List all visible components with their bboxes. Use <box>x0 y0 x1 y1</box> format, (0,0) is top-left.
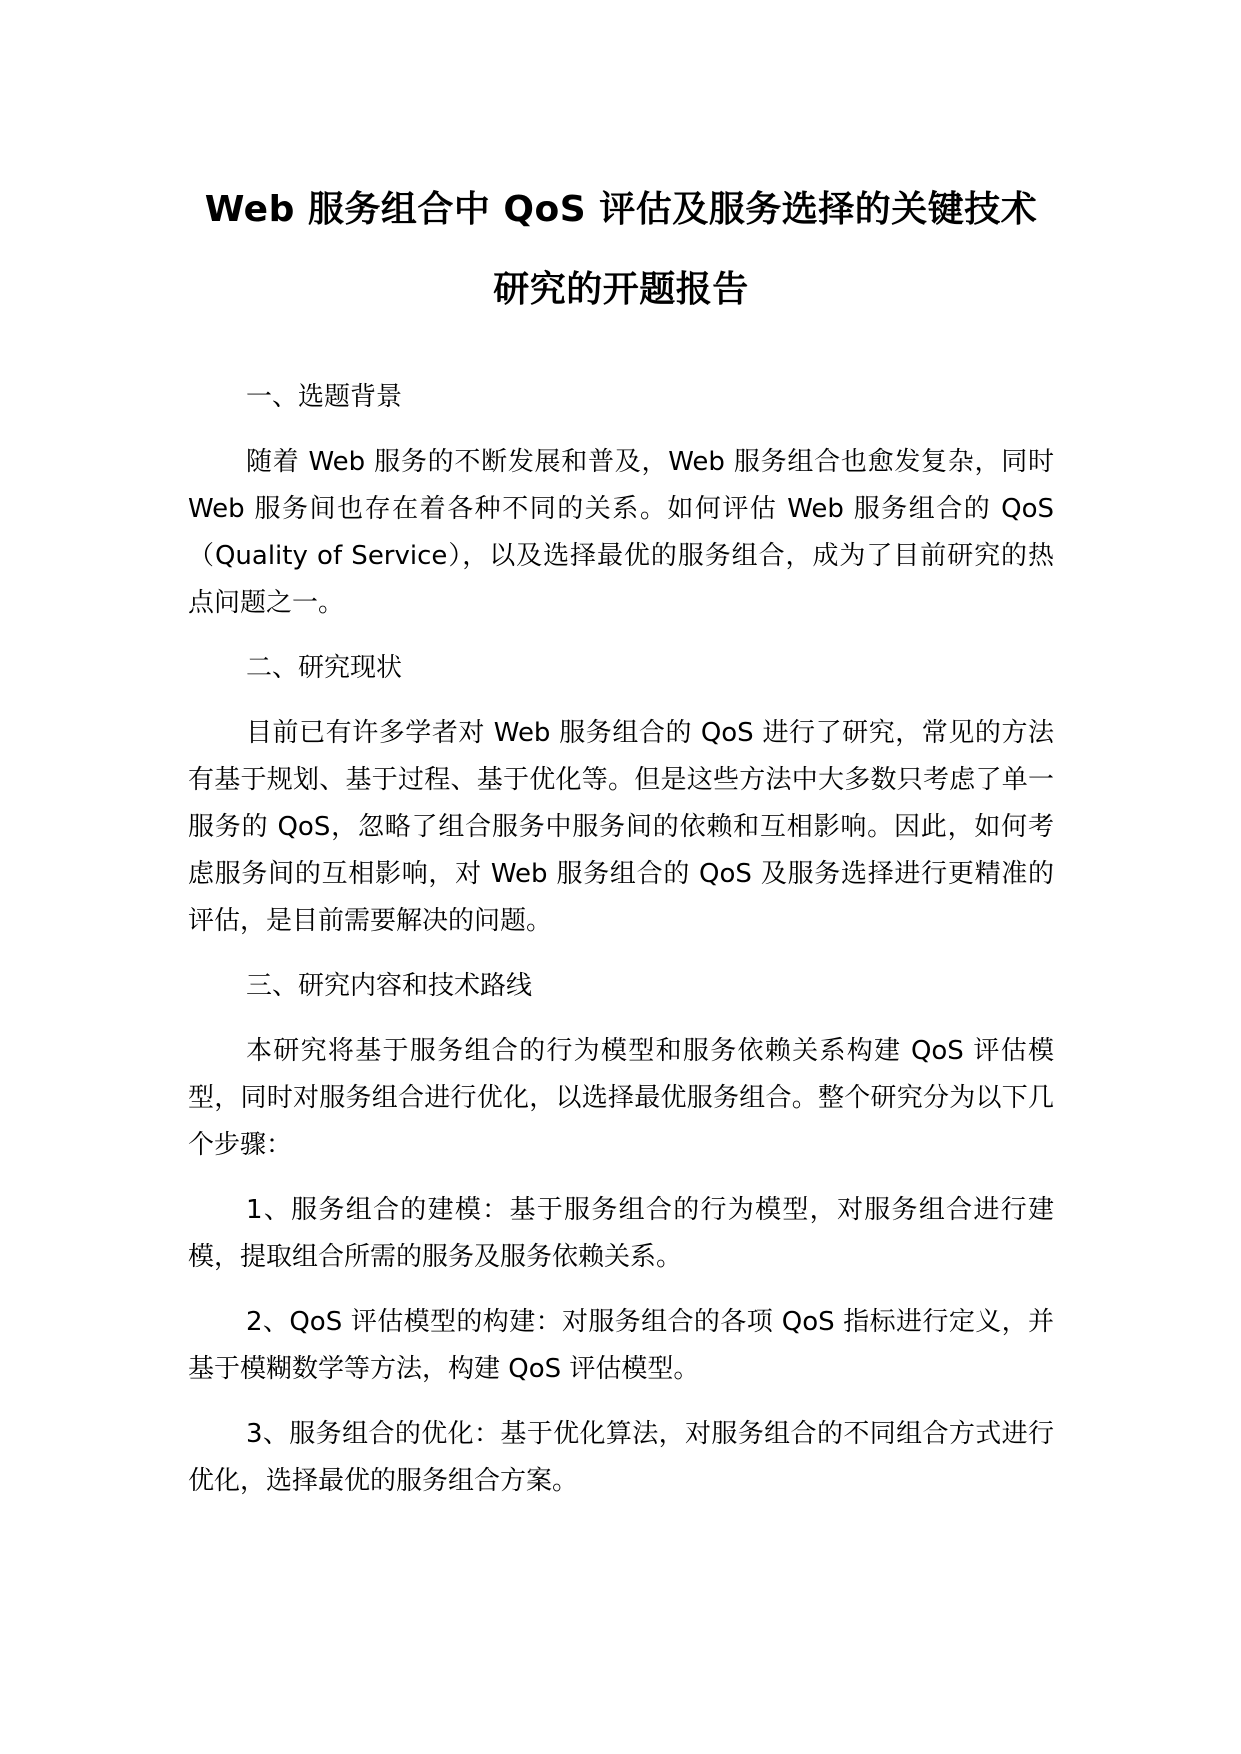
list-item: 3、服务组合的优化：基于优化算法，对服务组合的不同组合方式进行优化，选择最优的服务组合方案。 <box>188 1419 1054 1496</box>
list-item: 1、服务组合的建模：基于服务组合的行为模型，对服务组合进行建模，提取组合所需的服务及服务依赖关系。 <box>188 1195 1054 1272</box>
section-heading: 二、研究现状 <box>246 653 403 683</box>
paragraph: 目前已有许多学者对 Web 服务组合的 QoS 进行了研究，常见的方法有基于规划、基于过程、基于优化等。但是这些方法中大多数只考虑了单一服务的 QoS，忽略了组合服务中服务间的依赖和互相影响。因此，如何考虑服务间的互相影响，对 Web 服务组合的 QoS 及服务选择进行更精准的评估，是目前需要解决的问题。 <box>188 718 1054 936</box>
section-heading: 一、选题背景 <box>246 382 403 412</box>
list-item: 2、QoS 评估模型的构建：对服务组合的各项 QoS 指标进行定义，并基于模糊数学等方法，构建 QoS 评估模型。 <box>188 1307 1054 1384</box>
paragraph: 本研究将基于服务组合的行为模型和服务依赖关系构建 QoS 评估模型，同时对服务组合进行优化，以选择最优服务组合。整个研究分为以下几个步骤： <box>188 1036 1054 1160</box>
section-content-route <box>188 963 1054 1505</box>
section-heading: 三、研究内容和技术路线 <box>246 971 533 1001</box>
paragraph: 随着 Web 服务的不断发展和普及，Web 服务组合也愈发复杂，同时 Web 服务间也存在着各种不同的关系。如何评估 Web 服务组合的 QoS（Quality of Service），以及选择最优的服务组合，成为了目前研究的热点问题之一。 <box>188 447 1054 618</box>
section-status <box>188 645 1054 963</box>
document-title: Web 服务组合中 QoS 评估及服务选择的关键技术研究的开题报告 <box>204 189 1038 310</box>
section-background <box>188 374 1054 645</box>
title-spacer <box>188 330 1054 374</box>
document-body <box>188 170 1054 1505</box>
